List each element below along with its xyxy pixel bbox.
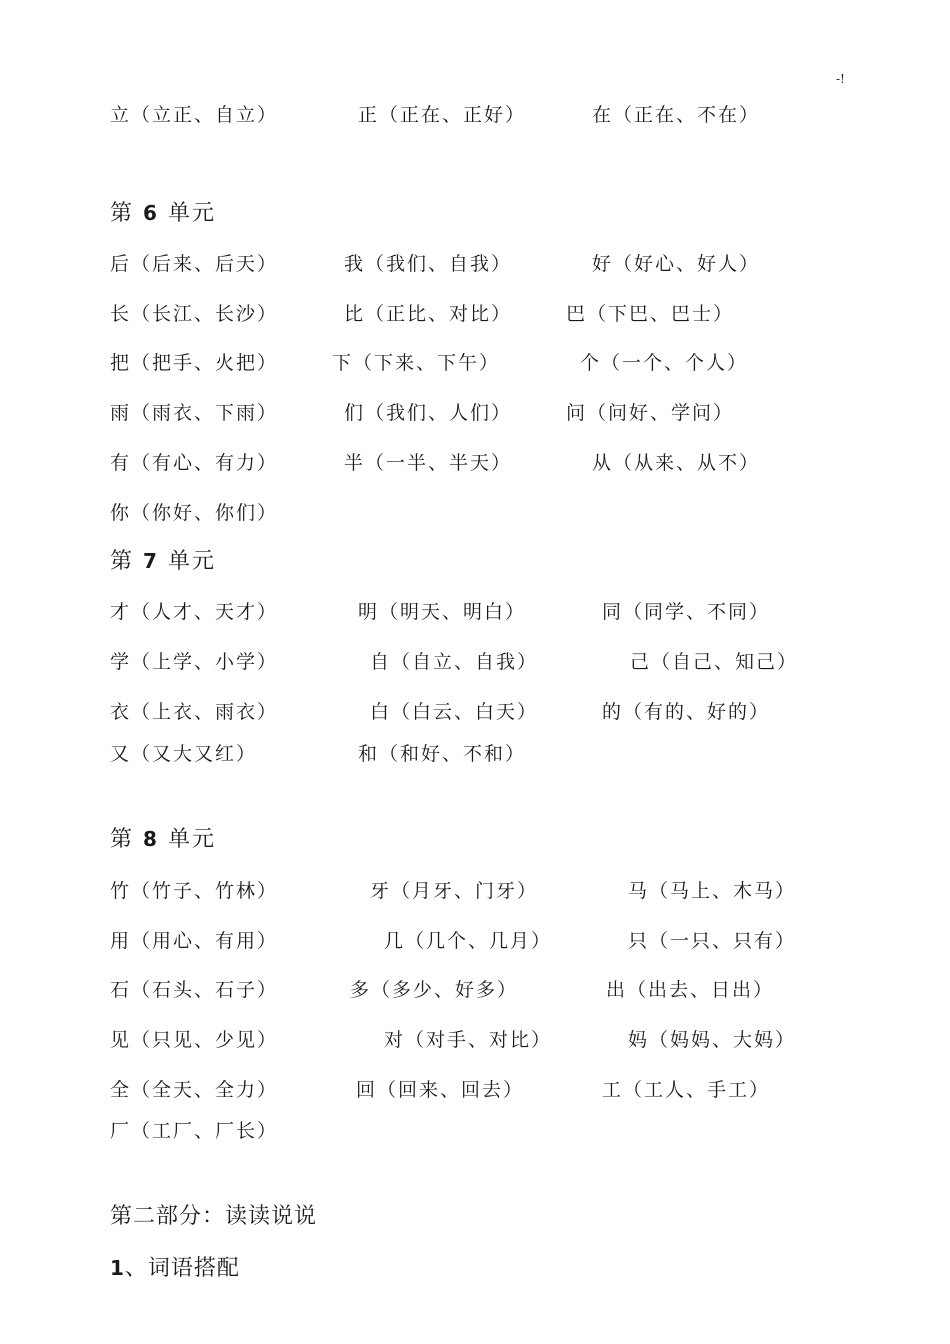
word-row [0,975,950,1003]
word-row [0,926,950,954]
word-row [0,348,950,376]
word-entry: 只（一只、只有） [628,930,797,952]
word-row [0,876,950,904]
word-entry: 出（出去、日出） [606,979,775,1001]
word-row [0,739,950,767]
unit-7-heading [110,544,216,575]
word-entry: 妈（妈妈、大妈） [628,1029,797,1051]
word-entry: 己（自己、知己） [630,651,799,673]
word-entry: 下（下来、下午） [332,352,501,374]
heading-suffix: 单元 [167,549,216,574]
word-entry: 白（白云、白天） [370,701,539,723]
unit-number: 8 [143,827,159,851]
word-row [0,1116,950,1144]
word-entry: 们（我们、人们） [344,402,513,424]
word-entry: 见（只见、少见） [110,1029,279,1051]
word-row [0,100,950,128]
word-entry: 和（和好、不和） [358,743,527,765]
word-entry: 自（自立、自我） [370,651,539,673]
word-row [0,249,950,277]
heading-prefix: 第 [110,827,135,852]
word-entry: 后（后来、后天） [110,253,279,275]
word-entry: 立（立正、自立） [110,104,279,126]
word-row [0,647,950,675]
heading-suffix: 单元 [167,827,216,852]
word-row [0,498,950,526]
word-entry: 正（正在、正好） [358,104,527,126]
word-entry: 石（石头、石子） [110,979,279,1001]
word-entry: 竹（竹子、竹林） [110,880,279,902]
word-entry: 回（回来、回去） [356,1079,525,1101]
word-row [0,597,950,625]
word-entry: 学（上学、小学） [110,651,279,673]
part-two-title: 第二部分：读读说说 [110,1204,318,1229]
word-row [0,448,950,476]
word-row [0,299,950,327]
word-entry: 才（人才、天才） [110,601,279,623]
heading-suffix: 单元 [167,201,216,226]
word-entry: 用（用心、有用） [110,930,279,952]
word-entry: 又（又大又红） [110,743,258,765]
word-entry: 的（有的、好的） [602,701,771,723]
word-entry: 多（多少、好多） [350,979,519,1001]
word-entry: 你（你好、你们） [110,502,279,524]
word-row [0,398,950,426]
word-entry: 同（同学、不同） [602,601,771,623]
word-entry: 衣（上衣、雨衣） [110,701,279,723]
subsection-title [110,1251,240,1282]
word-entry: 个（一个、个人） [580,352,749,374]
word-entry: 长（长江、长沙） [110,303,279,325]
corner-mark: -! [836,72,845,86]
word-entry: 巴（下巴、巴士） [566,303,735,325]
word-entry: 在（正在、不在） [592,104,761,126]
word-entry: 我（我们、自我） [344,253,513,275]
word-entry: 牙（月牙、门牙） [370,880,539,902]
word-entry: 对（对手、对比） [384,1029,553,1051]
word-entry: 雨（雨衣、下雨） [110,402,279,424]
word-entry: 从（从来、从不） [592,452,761,474]
unit-number: 6 [143,201,159,225]
word-row [0,1075,950,1103]
heading-prefix: 第 [110,201,135,226]
word-entry: 厂（工厂、厂长） [110,1120,279,1142]
word-entry: 全（全天、全力） [110,1079,279,1101]
word-entry: 有（有心、有力） [110,452,279,474]
word-entry: 马（马上、木马） [628,880,797,902]
unit-number: 7 [143,549,159,573]
word-entry: 比（正比、对比） [344,303,513,325]
word-entry: 明（明天、明白） [358,601,527,623]
unit-8-heading [110,822,216,853]
subsection-number: 1 [110,1256,125,1280]
word-row [0,1025,950,1053]
word-entry: 几（几个、几月） [384,930,553,952]
unit-6-heading [110,196,216,227]
word-entry: 工（工人、手工） [602,1079,771,1101]
word-entry: 把（把手、火把） [110,352,279,374]
word-entry: 好（好心、好人） [592,253,761,275]
heading-prefix: 第 [110,549,135,574]
word-entry: 半（一半、半天） [344,452,513,474]
word-entry: 问（问好、学问） [566,402,735,424]
word-row [0,697,950,725]
subsection-text: 、词语搭配 [124,1256,240,1281]
